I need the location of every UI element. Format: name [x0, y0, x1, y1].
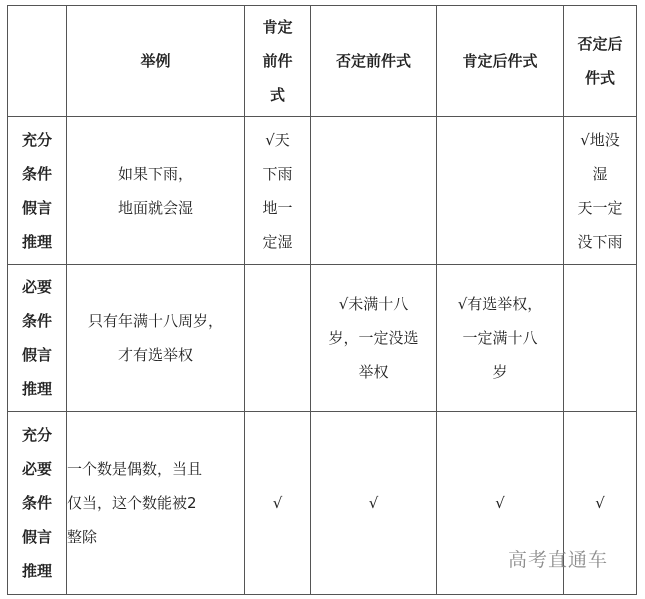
- row-label-line: 假言: [21, 198, 52, 217]
- row-label-line: 推理: [21, 562, 52, 580]
- affirm-consequent-cell: [437, 265, 564, 412]
- header-row: [8, 6, 637, 117]
- corner-cell: [8, 6, 67, 117]
- cell-line: √有选举权，: [457, 295, 543, 313]
- example-line: 整除: [67, 528, 98, 546]
- example-line: 如果下雨，: [117, 164, 193, 183]
- row-label-line: 假言: [21, 528, 52, 546]
- table-row-necessary: [8, 265, 637, 412]
- example-cell: [67, 412, 245, 595]
- row-label-line: 必要: [21, 278, 52, 296]
- deny-consequent-cell: [564, 265, 637, 412]
- row-label-sufficient-necessary: [8, 412, 67, 595]
- cell-line: 一定满十八: [462, 329, 538, 347]
- example-line: 一个数是偶数，当且: [67, 460, 203, 478]
- row-label-line: 条件: [21, 494, 52, 512]
- row-label-line: 充分: [21, 426, 52, 444]
- cell-line: 下雨: [262, 164, 293, 183]
- header-line: 件式: [584, 69, 615, 87]
- cell-line: 没下雨: [577, 232, 623, 251]
- cell-line: 天一定: [577, 198, 623, 217]
- cell-line: √地没: [580, 130, 620, 149]
- affirm-antecedent-cell: [245, 265, 311, 412]
- header-deny-antecedent: 否定前件式: [311, 6, 437, 117]
- check-mark: √: [595, 494, 605, 512]
- cell-line: 岁，一定没选: [328, 329, 419, 347]
- cell-line: 地一: [262, 198, 293, 217]
- example-cell: [67, 265, 245, 412]
- cell-line: √天: [265, 130, 290, 149]
- deny-antecedent-cell: [311, 412, 437, 595]
- cell-line: 定湿: [262, 232, 293, 251]
- header-affirm-consequent: 肯定后件式: [437, 6, 564, 117]
- example-cell: [67, 117, 245, 265]
- cell-line: 湿: [592, 164, 608, 183]
- row-label-line: 条件: [21, 164, 52, 183]
- header-deny-consequent: [564, 6, 637, 117]
- affirm-consequent-cell: [437, 117, 564, 265]
- example-line: 仅当，这个数能被2: [67, 494, 197, 512]
- deny-consequent-cell: [564, 117, 637, 265]
- header-line: 肯定: [262, 18, 293, 36]
- deny-antecedent-cell: [311, 117, 437, 265]
- inference-table: [7, 5, 637, 595]
- header-line: 式: [269, 86, 285, 104]
- deny-antecedent-cell: [311, 265, 437, 412]
- header-line: 前件: [262, 52, 293, 70]
- check-mark: √: [495, 494, 505, 512]
- row-label-line: 推理: [21, 380, 52, 398]
- row-label-line: 推理: [21, 232, 52, 251]
- check-mark: √: [368, 494, 379, 512]
- header-affirm-antecedent: [245, 6, 311, 117]
- table-row-sufficient: [8, 117, 637, 265]
- row-label-necessary: [8, 265, 67, 412]
- row-label-sufficient: [8, 117, 67, 265]
- row-label-line: 充分: [21, 130, 52, 149]
- check-mark: √: [272, 494, 283, 512]
- example-line: 才有选举权: [117, 346, 193, 364]
- row-label-line: 条件: [21, 312, 52, 330]
- cell-line: 岁: [492, 363, 508, 381]
- header-line: 否定后: [577, 35, 623, 53]
- row-label-line: 假言: [21, 346, 52, 364]
- cell-line: √未满十八: [338, 295, 409, 313]
- affirm-antecedent-cell: [245, 117, 311, 265]
- example-line: 只有年满十八周岁，: [87, 312, 223, 330]
- cell-line: 举权: [358, 363, 389, 381]
- row-label-line: 必要: [21, 460, 52, 478]
- watermark: 高考直通车: [508, 549, 609, 571]
- example-line: 地面就会湿: [117, 198, 193, 217]
- affirm-antecedent-cell: [245, 412, 311, 595]
- header-example: 举例: [67, 6, 245, 117]
